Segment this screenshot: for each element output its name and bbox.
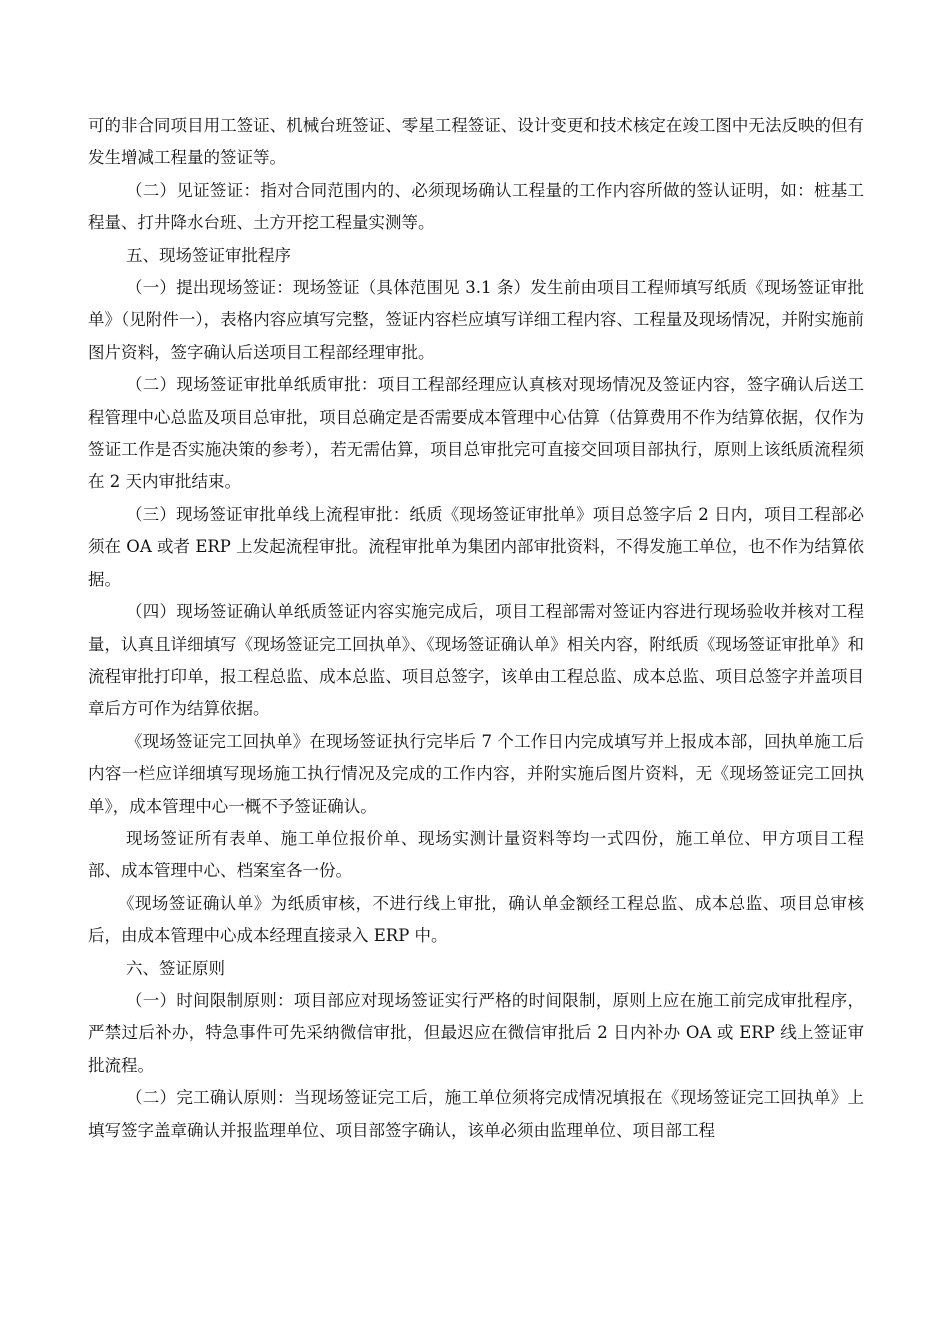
paragraph-completion-receipt: 《现场签证完工回执单》在现场签证执行完毕后 7 个工作日内完成填写并上报成本部，回执单施工后内容一栏应详细填写现场施工执行情况及完成的工作内容，并附实施后图片资料，无《现场签证完工回执单》，成本管理中心一概不予签证确认。: [88, 731, 864, 816]
paragraph-time-limit-principle: （一）时间限制原则：项目部应对现场签证实行严格的时间限制，原则上应在施工前完成审批程序，严禁过后补办，特急事件可先采纳微信审批，但最迟应在微信审批后 2 日内补办 OA 或 ERP 线上签证审批流程。: [88, 990, 864, 1075]
paragraph-completion-principle: （二）完工确认原则：当现场签证完工后，施工单位须将完成情况填报在《现场签证完工回执单》上填写签字盖章确认并报监理单位、项目部签字确认，该单必须由监理单位、项目部工程: [88, 1088, 864, 1140]
paragraph-confirmation-form: （四）现场签证确认单纸质签证内容实施完成后，项目工程部需对签证内容进行现场验收并核对工程量，认真且详细填写《现场签证完工回执单》、《现场签证确认单》相关内容，附纸质《现场签证审批单》和流程审批打印单，报工程总监、成本总监、项目总签字，该单由工程总监、成本总监、项目总签字并盖项目章后方可作为结算依据。: [88, 602, 864, 719]
paragraph-confirmation-review: 《现场签证确认单》为纸质审核，不进行线上审批，确认单金额经工程总监、成本总监、项目总审核后，由成本管理中心成本经理直接录入 ERP 中。: [88, 893, 864, 946]
paragraph-witness-signature: （二）见证签证：指对合同范围内的、必须现场确认工程量的工作内容所做的签认证明，如：桩基工程量、打井降水台班、土方开挖工程量实测等。: [88, 180, 864, 233]
section-heading-principles: 六、签证原则: [126, 958, 225, 978]
paragraph-copies: 现场签证所有表单、施工单位报价单、现场实测计量资料等均一式四份，施工单位、甲方项目工程部、成本管理中心、档案室各一份。: [88, 828, 864, 881]
paragraph-online-approval: （三）现场签证审批单线上流程审批：纸质《现场签证审批单》项目总签字后 2 日内，项目工程部必须在 OA 或者 ERP 上发起流程审批。流程审批单为集团内部审批资料，不得发施工单位，也不作为结算依据。: [88, 504, 864, 589]
paragraph-submit-signature: （一）提出现场签证：现场签证（具体范围见 3.1 条）发生前由项目工程师填写纸质《现场签证审批单》（见附件一），表格内容应填写完整，签证内容栏应填写详细工程内容、工程量及现场情况，并附实施前图片资料，签字确认后送项目工程部经理审批。: [88, 278, 864, 362]
paragraph-paper-approval: （二）现场签证审批单纸质审批：项目工程部经理应认真核对现场情况及签证内容，签字确认后送工程管理中心总监及项目总审批，项目总确定是否需要成本管理中心估算（估算费用不作为结算依据，仅作为签证工作是否实施决策的参考），若无需估算，项目总审批完可直接交回项目部执行，原则上该纸质流程须在 2 天内审批结束。: [88, 375, 864, 492]
section-heading-approval-procedure: 五、现场签证审批程序: [126, 245, 291, 265]
paragraph-continuation: 可的非合同项目用工签证、机械台班签证、零星工程签证、设计变更和技术核定在竣工图中无法反映的但有发生增减工程量的签证等。: [88, 116, 864, 168]
document-page: [88, 110, 864, 1147]
